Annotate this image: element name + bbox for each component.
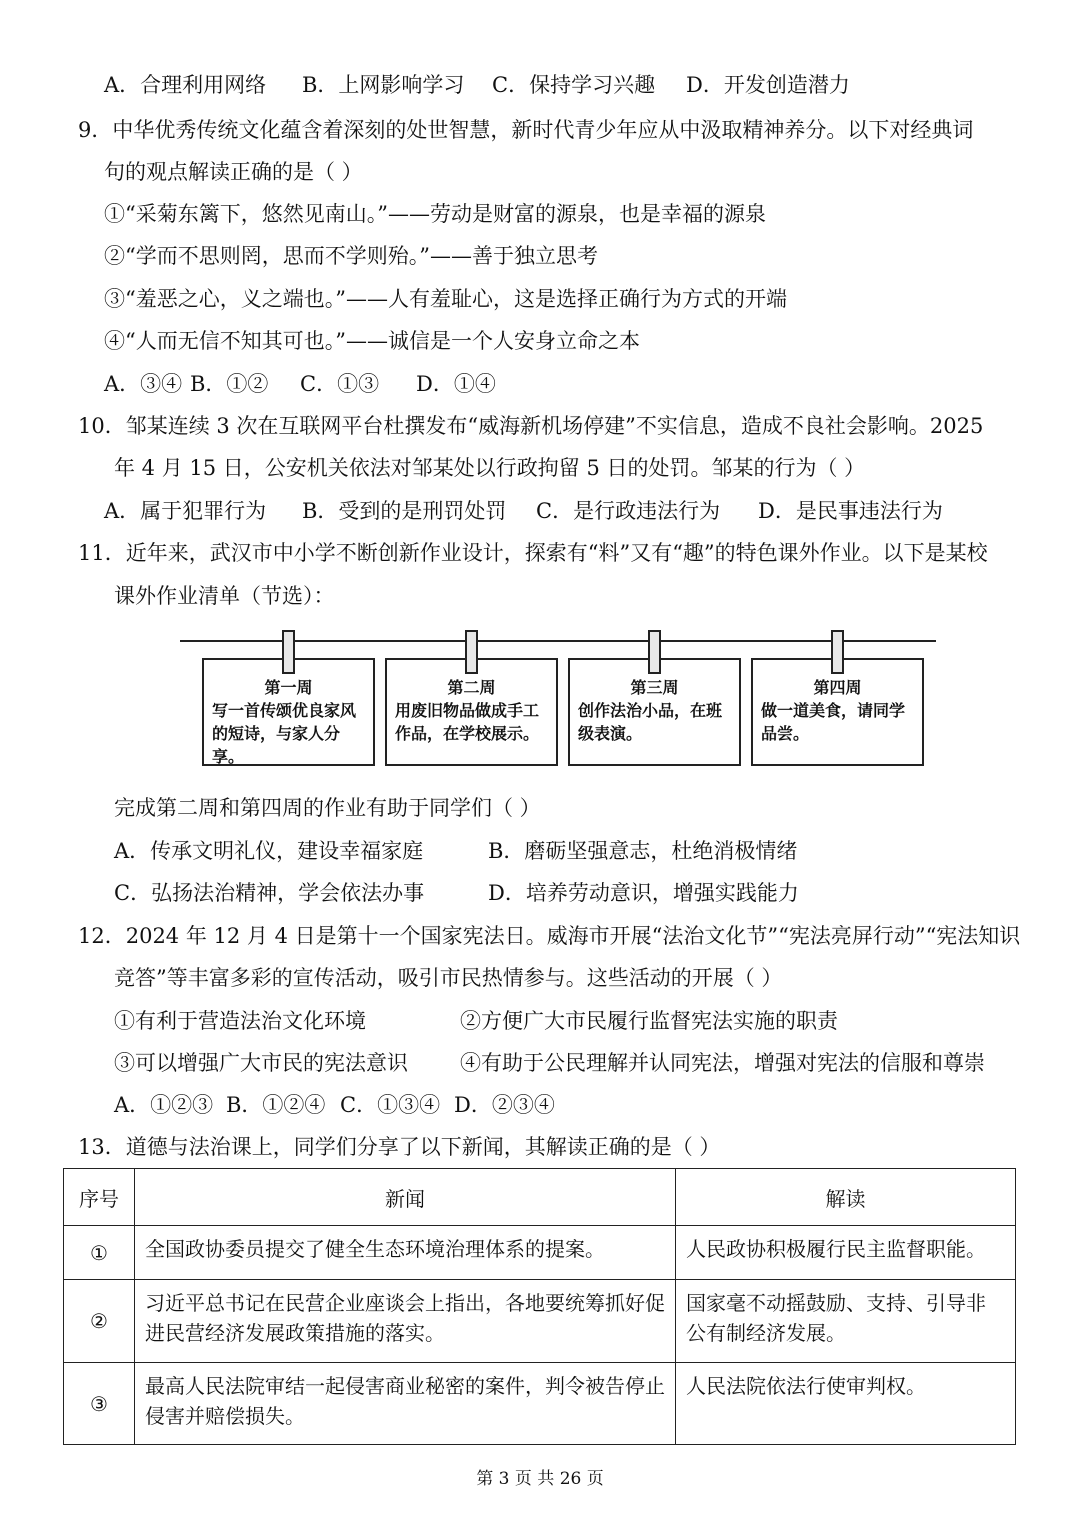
q12-option-d: D．②③④ (454, 1093, 555, 1117)
q9-item-3: ③“羞恶之心，义之端也。”——人有羞耻心，这是选择正确行为方式的开端 (104, 287, 787, 311)
clothespin-3 (648, 630, 661, 674)
row-number: ① (64, 1226, 135, 1280)
q11-options-row1 (114, 836, 797, 866)
table-header-row (64, 1169, 1016, 1226)
table-row (64, 1226, 1016, 1280)
row-reading: 人民政协积极履行民主监督职能。 (676, 1226, 1016, 1280)
q9-options (104, 369, 496, 399)
table-row (64, 1280, 1016, 1363)
q10-options (104, 496, 943, 526)
row-number: ② (64, 1280, 135, 1363)
q12-stem-line1: 12．2024 年 12 月 4 日是第十一个国家宪法日。威海市开展“法治文化节”“宪法亮屏行动”“宪法知识 (78, 924, 1021, 948)
card-week-3-title: 第三周 (630, 678, 679, 697)
q12-stem-line2: 竞答”等丰富多彩的宣传活动，吸引市民热情参与。这些活动的开展（ ） (114, 966, 783, 990)
q12-item-1: ①有利于营造法治文化环境 (114, 1009, 366, 1033)
header-reading: 解读 (676, 1169, 1016, 1226)
q11-option-c: C．弘扬法治精神，学会依法办事 (114, 881, 425, 905)
q10-option-c: C．是行政违法行为 (536, 499, 721, 523)
header-number: 序号 (64, 1169, 135, 1226)
q12-option-c: C．①③④ (340, 1093, 441, 1117)
q12-item-2: ②方便广大市民履行监督宪法实施的职责 (460, 1009, 838, 1033)
q10-stem-line1: 10．邹某连续 3 次在互联网平台杜撰发布“威海新机场停建”不实信息，造成不良社会影响。2025 (78, 414, 984, 438)
clothespin-2 (465, 630, 478, 674)
q11-stem-line1: 11．近年来，武汉市中小学不断创新作业设计，探索有“料”又有“趣”的特色课外作业。以下是某校 (78, 541, 988, 565)
row-reading: 人民法院依法行使审判权。 (676, 1363, 1016, 1445)
q10-option-b: B．受到的是刑罚处罚 (302, 499, 507, 523)
card-week-4-title: 第四周 (813, 678, 862, 697)
q13-stem: 13．道德与法治课上，同学们分享了以下新闻，其解读正确的是（ ） (78, 1135, 721, 1159)
table-row (64, 1363, 1016, 1445)
clothespin-1 (282, 630, 295, 674)
row-number: ③ (64, 1363, 135, 1445)
q8-option-d: D．开发创造潜力 (686, 73, 850, 97)
q10-option-d: D．是民事违法行为 (758, 499, 943, 523)
card-week-4 (751, 658, 924, 766)
q11-options-row2 (114, 878, 799, 908)
q9-item-1: ①“采菊东篱下，悠然见南山。”——劳动是财富的源泉，也是幸福的源泉 (104, 202, 766, 226)
row-reading: 国家毫不动摇鼓励、支持、引导非公有制经济发展。 (676, 1280, 1016, 1363)
q12-option-b: B．①②④ (226, 1093, 326, 1117)
q8-options (104, 70, 850, 100)
card-week-1 (202, 658, 375, 766)
q11-option-b: B．磨砺坚强意志，杜绝消极情绪 (488, 839, 798, 863)
q12-items-row1 (114, 1006, 838, 1036)
page-footer: 第 3 页 共 26 页 (476, 1469, 604, 1489)
card-week-2-title: 第二周 (447, 678, 496, 697)
q12-option-a: A．①②③ (114, 1093, 214, 1117)
q12-item-4: ④有助于公民理解并认同宪法，增强对宪法的信服和尊崇 (460, 1051, 985, 1075)
q9-option-c: C．①③ (300, 372, 380, 396)
card-week-3 (568, 658, 741, 766)
q11-option-d: D．培养劳动意识，增强实践能力 (488, 881, 799, 905)
q11-question: 完成第二周和第四周的作业有助于同学们（ ） (114, 796, 541, 820)
header-news: 新闻 (135, 1169, 676, 1226)
card-week-4-text: 做一道美食，请同学品尝。 (761, 701, 906, 743)
row-news: 全国政协委员提交了健全生态环境治理体系的提案。 (135, 1226, 676, 1280)
q12-options (114, 1090, 555, 1120)
row-news: 习近平总书记在民营企业座谈会上指出，各地要统筹抓好促进民营经济发展政策措施的落实。 (135, 1280, 676, 1363)
q8-option-a: A．合理利用网络 (104, 73, 267, 97)
q11-option-a: A．传承文明礼仪，建设幸福家庭 (114, 839, 424, 863)
q8-option-b: B．上网影响学习 (302, 73, 465, 97)
card-week-3-text: 创作法治小品，在班级表演。 (578, 701, 723, 743)
q9-item-4: ④“人而无信不知其可也。”——诚信是一个人安身立命之本 (104, 329, 640, 353)
q12-item-3: ③可以增强广大市民的宪法意识 (114, 1051, 408, 1075)
news-table (63, 1168, 1016, 1445)
card-week-1-text: 写一首传颂优良家风的短诗，与家人分享。 (212, 701, 357, 766)
q9-stem-line1: 9．中华优秀传统文化蕴含着深刻的处世智慧，新时代青少年应从中汲取精神养分。以下对经典词 (78, 118, 974, 142)
card-week-2 (385, 658, 558, 766)
q9-option-a: A．③④ (104, 372, 183, 396)
q8-option-c: C．保持学习兴趣 (492, 73, 656, 97)
q9-option-b: B．①② (190, 372, 269, 396)
card-week-2-text: 用废旧物品做成手工作品，在学校展示。 (395, 701, 540, 743)
row-news: 最高人民法院审结一起侵害商业秘密的案件，判令被告停止侵害并赔偿损失。 (135, 1363, 676, 1445)
q9-option-d: D．①④ (416, 372, 496, 396)
q9-item-2: ②“学而不思则罔，思而不学则殆。”——善于独立思考 (104, 244, 598, 268)
q10-stem-line2: 年 4 月 15 日，公安机关依法对邹某处以行政拘留 5 日的处罚。邹某的行为（ ） (114, 456, 866, 480)
q12-items-row2 (114, 1048, 985, 1078)
q9-stem-line2: 句的观点解读正确的是（ ） (104, 160, 363, 184)
q11-stem-line2: 课外作业清单（节选）： (114, 584, 335, 608)
q10-option-a: A．属于犯罪行为 (104, 499, 267, 523)
card-week-1-title: 第一周 (264, 678, 313, 697)
clothespin-4 (831, 630, 844, 674)
